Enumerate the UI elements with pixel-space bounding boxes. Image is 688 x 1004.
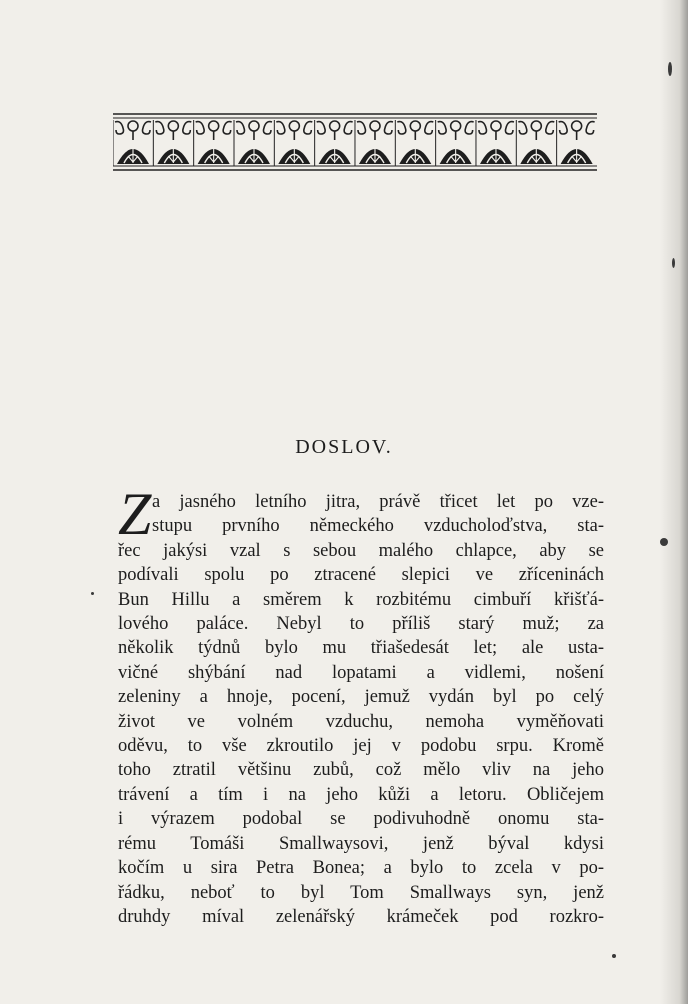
ornament-tile (436, 120, 474, 166)
text-line: rému Tomáši Smallwaysovi, jenž býval kdysi (118, 833, 604, 854)
text-line: řec jakýsi vzal s sebou malého chlapce, aby se (118, 540, 604, 561)
text-line: trávení a tím i na jeho kůži a letoru. Obličejem (118, 784, 604, 805)
text-line: toho ztratil většinu zubů, což mělo vliv na jeho (118, 760, 604, 781)
ornament-tile (395, 120, 433, 166)
ornament-tile (194, 120, 232, 166)
text-line: řádku, neboť to byl Tom Smallways syn, jenž (118, 882, 604, 903)
print-speck (668, 62, 672, 76)
text-line: stupu prvního německého vzducholoďstva, sta- (152, 516, 604, 537)
text-line: Bun Hillu a směrem k rozbitému cimbuří křišťá- (118, 589, 604, 610)
ornament-tile (274, 120, 312, 166)
ornament-tile (476, 120, 514, 166)
text-line: lového paláce. Nebyl to příliš starý muž; za (118, 614, 604, 635)
chapter-heading: DOSLOV. (295, 436, 393, 458)
print-speck (660, 538, 668, 546)
text-line: a jasného letního jitra, právě třicet let po vze- (152, 492, 604, 512)
ornament-tile (234, 120, 272, 166)
body-text (118, 490, 604, 929)
print-speck (612, 954, 616, 958)
decorative-border-ornament (113, 112, 597, 172)
ornament-tile (557, 120, 595, 166)
text-line: druhdy míval zelenářský krámeček pod rozkro- (118, 906, 604, 927)
page-edge-shadow (660, 0, 688, 1004)
ornament-tile (113, 120, 151, 166)
ornament-tile (315, 120, 353, 166)
text-line: oděvu, to vše zkroutilo jej v podobu srpu. Kromě (118, 736, 604, 757)
text-line: zeleniny a hnoje, pocení, jemuž vydán byl po celý (118, 687, 604, 708)
text-line: život ve volném vzduchu, nemoha vyměňovati (118, 711, 604, 732)
print-speck (91, 592, 94, 595)
text-line: kočím u sira Petra Bonea; a bylo to zcela v po- (118, 858, 604, 879)
text-line: vičné shýbání nad lopatami a vidlemi, nošení (118, 662, 604, 683)
text-line: několik týdnů bylo mu třiašedesát let; ale usta- (118, 638, 604, 659)
drop-cap: Z (118, 481, 152, 547)
ornament-tile (153, 120, 191, 166)
text-line: podívali spolu po ztracené slepici ve zříceninách (118, 565, 604, 586)
ornament-tile (516, 120, 554, 166)
print-speck (672, 258, 675, 268)
text-line: i výrazem podobal se podivuhodně onomu sta- (118, 809, 604, 830)
ornament-tile (355, 120, 393, 166)
